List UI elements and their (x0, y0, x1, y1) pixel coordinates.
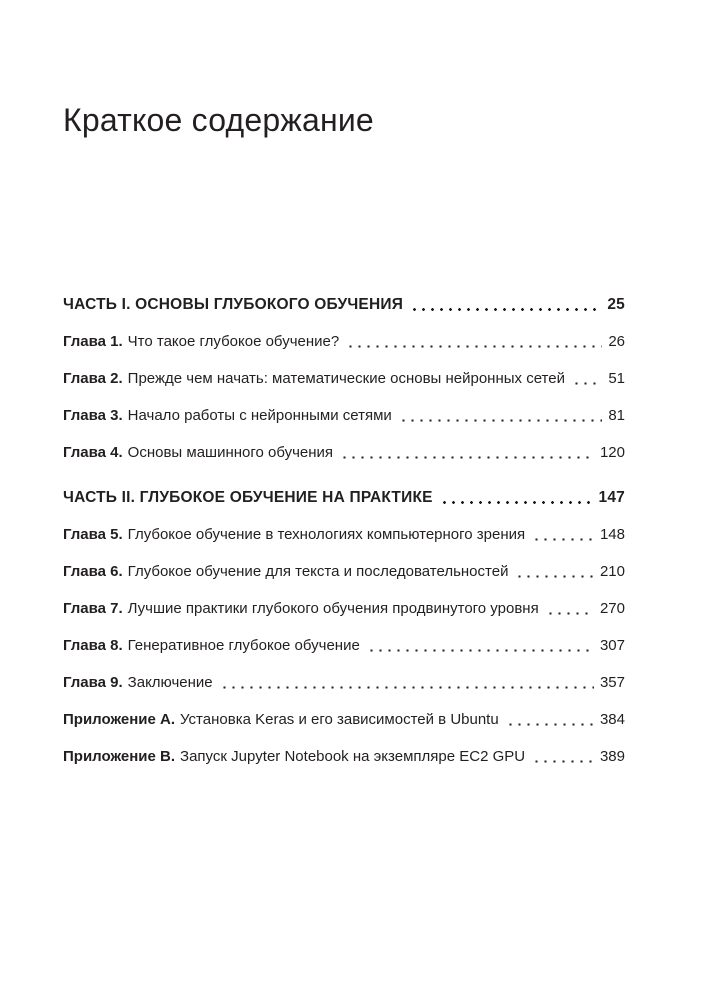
toc-page-number: 210 (599, 563, 625, 581)
toc-dot-leader (440, 501, 593, 504)
toc-entry-prefix: Глава 9. (63, 674, 123, 692)
toc-entry-title: Лучшие практики глубокого обучения продвинутого уровня (127, 600, 539, 618)
toc-dot-leader (399, 419, 603, 422)
toc-entry-prefix: Глава 7. (63, 600, 123, 618)
toc-entry (63, 331, 625, 352)
toc-entry-prefix: Приложение B. (63, 748, 176, 766)
toc-entry (63, 672, 625, 693)
toc-entry-title: Глубокое обучение в технологиях компьютерного зрения (127, 526, 526, 544)
toc-dot-leader (546, 612, 594, 615)
toc-part-entry (63, 294, 625, 315)
toc-entry-prefix: Глава 2. (63, 370, 123, 388)
toc-entry-appendix (63, 709, 625, 730)
toc-page-number: 25 (607, 296, 625, 314)
toc-dot-leader (340, 456, 594, 459)
toc-entry (63, 524, 625, 545)
toc-entry-title: Что такое глубокое обучение? (127, 333, 340, 351)
toc-page-number: 26 (608, 333, 625, 351)
toc-entry-title: Запуск Jupyter Notebook на экземпляре EC2 GPU (180, 748, 526, 766)
toc-page-number: 147 (598, 489, 625, 507)
toc-dot-leader (506, 723, 594, 726)
toc-entry-prefix: Приложение A. (63, 711, 176, 729)
toc-dot-leader (346, 345, 602, 348)
toc-entry-prefix: Глава 1. (63, 333, 123, 351)
toc-page-number: 270 (599, 600, 625, 618)
toc-entry (63, 442, 625, 463)
toc-entry-prefix: Глава 5. (63, 526, 123, 544)
toc-part-label: ЧАСТЬ II. ГЛУБОКОЕ ОБУЧЕНИЕ НА ПРАКТИКЕ (63, 489, 433, 507)
table-of-contents (63, 294, 625, 767)
toc-dot-leader (220, 686, 594, 689)
toc-page-number: 148 (599, 526, 625, 544)
toc-dot-leader (532, 760, 594, 763)
toc-entry-title: Прежде чем начать: математические основы нейронных сетей (127, 370, 565, 388)
toc-entry-title: Генеративное глубокое обучение (127, 637, 360, 655)
toc-page-number: 357 (599, 674, 625, 692)
toc-entry (63, 368, 625, 389)
toc-part-label: ЧАСТЬ I. ОСНОВЫ ГЛУБОКОГО ОБУЧЕНИЯ (63, 296, 404, 314)
toc-entry-title: Заключение (127, 674, 213, 692)
toc-page-number: 384 (599, 711, 625, 729)
toc-entry-title: Глубокое обучение для текста и последовательностей (127, 563, 509, 581)
toc-page-number: 81 (608, 407, 625, 425)
toc-page-number: 51 (608, 370, 625, 388)
toc-entry-prefix: Глава 8. (63, 637, 123, 655)
toc-entry (63, 405, 625, 426)
page-title: Краткое содержание (63, 102, 374, 138)
toc-entry-title: Начало работы с нейронными сетями (127, 407, 392, 425)
toc-page-number: 120 (599, 444, 625, 462)
toc-dot-leader (410, 308, 601, 311)
toc-part-entry (63, 487, 625, 508)
toc-dot-leader (515, 575, 594, 578)
toc-page-number: 307 (599, 637, 625, 655)
toc-entry-prefix: Глава 3. (63, 407, 123, 425)
toc-entry-appendix (63, 746, 625, 767)
toc-entry (63, 598, 625, 619)
toc-entry-prefix: Глава 6. (63, 563, 123, 581)
toc-dot-leader (572, 382, 602, 385)
toc-page-number: 389 (599, 748, 625, 766)
toc-entry (63, 635, 625, 656)
toc-dot-leader (367, 649, 594, 652)
toc-entry-title: Установка Keras и его зависимостей в Ubuntu (180, 711, 499, 729)
toc-entry-prefix: Глава 4. (63, 444, 123, 462)
toc-entry (63, 561, 625, 582)
toc-dot-leader (532, 538, 594, 541)
toc-entry-title: Основы машинного обучения (127, 444, 334, 462)
